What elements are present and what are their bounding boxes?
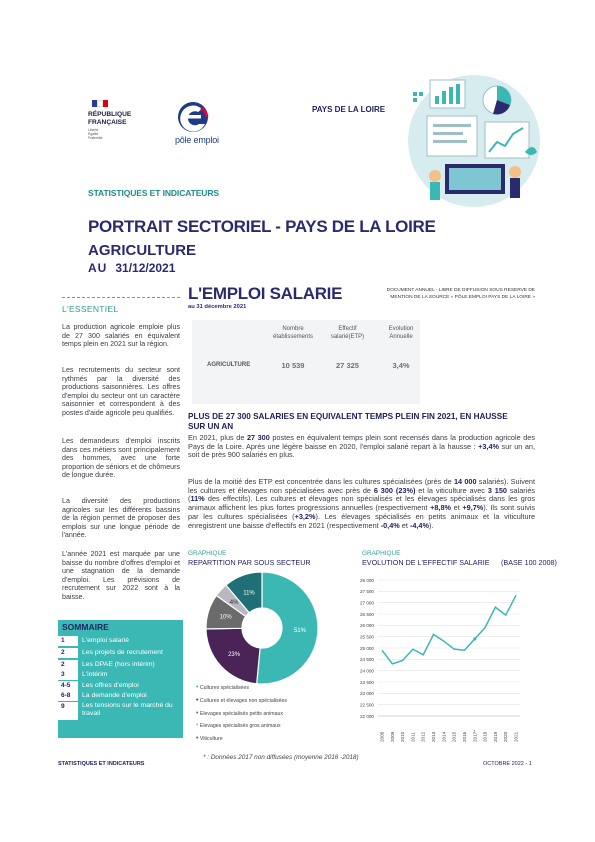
sommaire-item[interactable] <box>58 691 183 701</box>
pie-slice-label: 51% <box>293 627 306 634</box>
x-tick-label: 2013 <box>431 731 437 742</box>
y-tick-label: 24 000 <box>359 668 374 674</box>
pie-legend-item: • Elevages spécialisés petits animaux <box>196 710 283 717</box>
y-tick-label: 25 000 <box>359 645 374 651</box>
pie-chart <box>200 568 330 688</box>
essentiel-paragraph: Les recrutements du secteur sont rythmés par la diversité des productions saisonnières. Les offres d'emploi du secteur ont un caractère saisonnier et correspondent à des postes d'aide agricole peu qualifiés. <box>62 366 180 417</box>
kpi-header: Nombre établissements <box>272 326 314 340</box>
y-tick-label: 22 000 <box>359 713 374 719</box>
sommaire-item-label: Les DPAE (hors intérim) <box>82 661 155 668</box>
pie-slice-label: 23% <box>228 651 241 658</box>
sommaire-item-num: 3 <box>58 670 78 680</box>
sommaire-item-label: L'emploi salarié <box>82 637 130 644</box>
footer-left: STATISTIQUES ET INDICATEURS <box>58 761 145 767</box>
pie-slice-label: 11% <box>243 590 255 597</box>
republique-line2: FRANÇAISE <box>88 118 127 126</box>
pie-legend-item: • Elevages spécialisés gros animaux <box>196 722 281 729</box>
x-tick-label: 2021 <box>513 731 519 742</box>
y-tick-label: 23 500 <box>359 679 374 685</box>
kpi-value: 10 539 <box>281 361 305 370</box>
y-tick-label: 25 500 <box>359 634 374 640</box>
pie-legend-item: • Viticulture <box>196 735 223 742</box>
sommaire-item-label: Les offres d'emploi <box>82 682 139 689</box>
x-tick-label: 2009 <box>389 731 395 742</box>
sommaire-item[interactable] <box>58 660 183 670</box>
sommaire-item[interactable] <box>58 681 183 691</box>
pie-legend-item: • Cultures spécialisées <box>196 684 249 691</box>
kpi-row-label: AGRICULTURE <box>207 362 251 368</box>
x-tick-label: 2019 <box>492 731 498 742</box>
x-tick-label: 2012 <box>420 731 426 742</box>
page-title: PORTRAIT SECTORIEL - PAYS DE LA LOIRE <box>88 217 436 236</box>
x-tick-label: 2010 <box>400 731 406 742</box>
region-label: PAYS DE LA LOIRE <box>312 105 386 114</box>
y-tick-label: 26 500 <box>359 611 374 617</box>
graph2-tag: GRAPHIQUE <box>362 550 401 557</box>
section-label: STATISTIQUES ET INDICATEURS <box>88 188 219 198</box>
sommaire-item-num: 2 <box>58 660 78 670</box>
graph2-title: EVOLUTION DE L'EFFECTIF SALARIE <box>362 558 490 567</box>
sommaire-item-label: La demande d'emploi <box>82 692 147 699</box>
essentiel-title: L'ESSENTIEL <box>62 304 119 314</box>
y-tick-label: 24 500 <box>359 657 374 663</box>
y-tick-label: 23 000 <box>359 691 374 697</box>
kpi-value: 3,4% <box>392 361 410 370</box>
sommaire-item-num: 1 <box>58 636 78 646</box>
kpi-value: 27 325 <box>336 361 359 370</box>
data-point <box>473 637 476 640</box>
page-subtitle: AGRICULTURE <box>88 242 197 259</box>
essentiel-paragraph: La production agricole emploie plus de 27 300 salariés en équivalent temps plein en 2021 sur la région. <box>62 323 180 349</box>
pie-legend-label: Cultures spécialisées <box>199 685 249 691</box>
document-note: DOCUMENT ANNUEL - LIBRE DE DIFFUSION SOUS RESERVE DE MENTION DE LA SOURCE « PÔLE EMPLOI PAYS DE LA LOIRE » <box>386 288 535 300</box>
pie-legend-label: Cultures et élevages non spécialisées <box>199 698 287 704</box>
graph1-title: REPARTITION PAR SOUS SECTEUR <box>188 558 311 567</box>
sommaire-item-num: 9 <box>58 702 78 720</box>
title-au: AU <box>88 261 108 275</box>
title-date <box>88 261 175 275</box>
sommaire-item-label: Les tensions sur le marché du travail <box>82 702 173 717</box>
sommaire-item[interactable] <box>58 648 183 658</box>
x-tick-label: 2020 <box>503 731 509 742</box>
x-tick-label: 2015 <box>451 731 457 742</box>
section-heading: PLUS DE 27 300 SALARIES EN EQUIVALENT TEMPS PLEIN FIN 2021, EN HAUSSE SUR UN AN <box>188 412 508 431</box>
sommaire-item-label: L'intérim <box>82 671 108 678</box>
y-tick-label: 26 000 <box>359 623 374 629</box>
x-tick-label: 2018 <box>482 731 488 742</box>
pie-legend-label: Elevages spécialisés gros animaux <box>199 723 281 729</box>
sommaire-item-num: 4-5 <box>58 681 78 691</box>
hero-illustration <box>405 72 543 210</box>
kpi-header: Effectif salarié(ETP) <box>330 326 365 340</box>
essentiel-paragraph: La diversité des productions agricoles sur les différents bassins de la région permet de proposer des emplois sur une longue période de l'année. <box>62 497 180 540</box>
pie-legend-item: • Cultures et élevages non spécialisées <box>196 697 287 704</box>
body-paragraph: En 2021, plus de 27 300 postes en équivalent temps plein sont recensés dans la production agricole des Pays de la Loire. Après une légère baisse en 2020, l'emploi salarié repart à la hausse : +3,4% sur un an, soit de près 900 salariés en plus. <box>188 433 535 460</box>
pie-slice-label: 10% <box>219 614 232 621</box>
line-chart <box>340 574 530 746</box>
y-tick-label: 27 000 <box>359 600 374 606</box>
republique-francaise-logo <box>88 111 131 126</box>
pie-slice-label: 4% <box>229 600 239 607</box>
essentiel-paragraph: Les demandeurs d'emploi inscrits dans ces métiers sont principalement des hommes, avec une forte proportion de séniors et de chômeurs de longue durée. <box>62 437 180 480</box>
y-tick-label: 22 500 <box>359 702 374 708</box>
footer-right: OCTOBRE 2022 - 1 <box>483 761 532 767</box>
footnote: * : Données 2017 non diffusées (moyenne 2016 -2018) <box>203 754 359 761</box>
sommaire-item-label: Les projets de recrutement <box>82 649 163 656</box>
x-tick-label: 2011 <box>410 732 416 742</box>
x-tick-label: 2014 <box>441 731 447 742</box>
series-line <box>382 595 516 664</box>
x-tick-label: 2008 <box>379 731 385 742</box>
pie-legend-label: Viticulture <box>199 736 223 742</box>
emploi-title: L'EMPLOI SALARIE <box>188 284 343 303</box>
x-tick-label: 2017* <box>472 729 478 742</box>
y-tick-label: 27 500 <box>359 589 374 595</box>
essentiel-paragraph: L'année 2021 est marquée par une baisse du nombre d'offres d'emploi et une stagnation de la demande d'emploi. Les prévisions de recrutement sur 2022 sont à la baisse. <box>62 550 180 601</box>
kpi-header: Evolution Annuelle <box>388 326 414 340</box>
pie-legend-label: Elevages spécialisés petits animaux <box>199 711 283 717</box>
emploi-subtitle: au 31 décembre 2021 <box>188 304 247 310</box>
republique-motto: Liberté Égalité Fraternité <box>88 128 103 141</box>
sommaire-item-num: 2 <box>58 648 78 658</box>
sommaire-title: SOMMAIRE <box>62 622 109 632</box>
graph1-tag: GRAPHIQUE <box>188 550 227 557</box>
pie-slice <box>257 572 318 684</box>
sommaire-item[interactable] <box>58 636 183 646</box>
republique-flag-icon <box>92 100 108 107</box>
republique-line1: RÉPUBLIQUE <box>88 111 132 118</box>
brand-name: pôle emploi <box>175 135 219 145</box>
x-tick-label: 2016 <box>461 731 467 742</box>
title-date-value: 31/12/2021 <box>115 261 176 275</box>
graph2-base: (BASE 100 2008) <box>501 558 557 567</box>
essentiel-divider <box>62 297 180 298</box>
body-paragraph: Plus de la moitié des ETP est concentrée dans les cultures spécialisées (près de 14 000 salariés). Suivent les cultures et élevages non spécialisées avec près de 6 300 (23%) et la viticulture avec 3 150 salariés (11% des effectifs). Les cultures et élevages non spécialisés et les élevages spécialisés dans les gros animaux affichent les plus fortes progressions annuelles (respectivement +8,8% et +9,7%). Ils sont suivis par les cultures spécialisées (+3,2%). Les élevages spécialisés en petits animaux et la viticulture enregistrent une baisse d'effectifs en 2021 (respectivement -0,4% et -4,4%). <box>188 477 536 530</box>
sommaire-item-num: 6-8 <box>58 691 78 701</box>
sommaire-item[interactable] <box>58 670 183 680</box>
y-tick-label: 28 000 <box>359 577 374 583</box>
sommaire-item[interactable] <box>58 702 183 720</box>
